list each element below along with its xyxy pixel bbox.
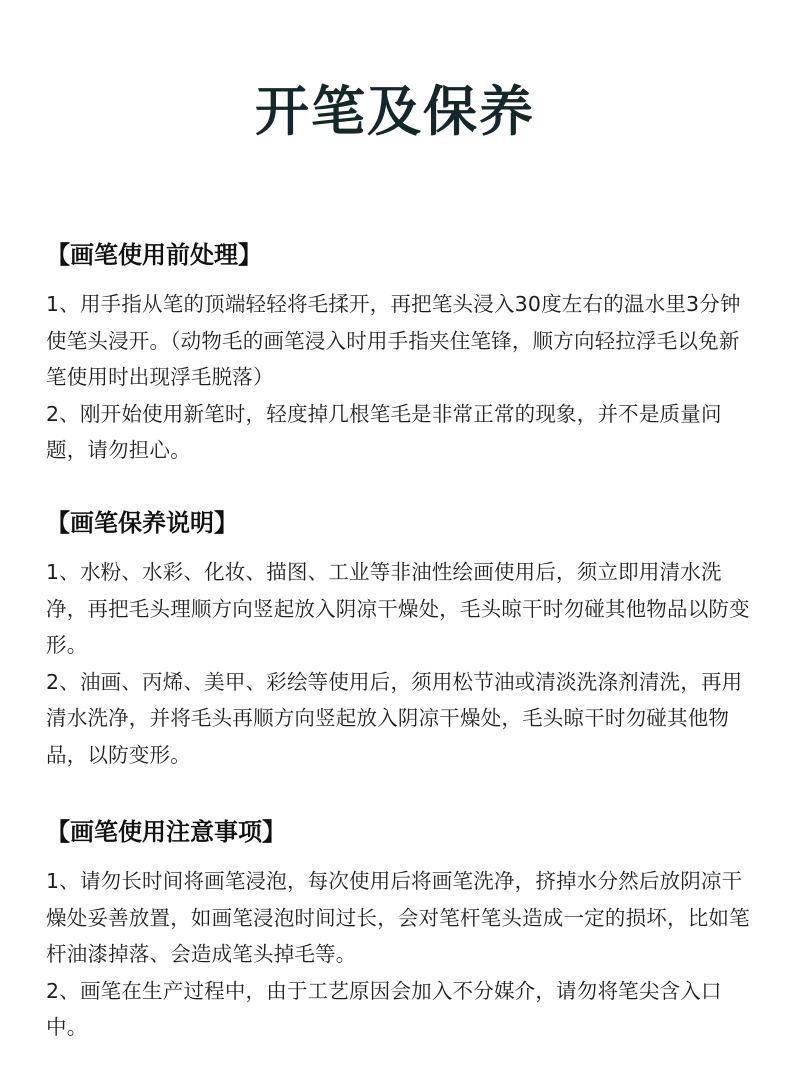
paragraph: 1、请勿长时间将画笔浸泡，每次使用后将画笔洗净，挤掉水分然后放阴凉干燥处妥善放置，如画笔浸泡时间过长，会对笔杆笔头造成一定的损坏，比如笔杆油漆掉落、会造成笔头掉毛等。 <box>46 869 750 966</box>
section-heading: 【画笔保养说明】 <box>46 509 238 537</box>
section-pre-use <box>46 238 752 469</box>
section-heading: 【画笔使用前处理】 <box>46 241 262 269</box>
section-maintenance <box>46 506 752 773</box>
section-precautions <box>46 815 752 1046</box>
paragraph: 1、用手指从笔的顶端轻轻将毛揉开，再把笔头浸入30度左右的温水里3分钟使笔头浸开。（动物毛的画笔浸入时用手指夹住笔锋，顺方向轻拉浮毛以免新笔使用时出现浮毛脱落） <box>46 292 741 389</box>
paragraph: 1、水粉、水彩、化妆、描图、工业等非油性绘画使用后，须立即用清水洗净，再把毛头理顺方向竖起放入阴凉干燥处，毛头晾干时勿碰其他物品以防变形。 <box>46 560 750 657</box>
paragraph: 2、刚开始使用新笔时，轻度掉几根笔毛是非常正常的现象，并不是质量问题，请勿担心。 <box>46 401 722 462</box>
page-title: 开笔及保养 <box>255 80 535 143</box>
paragraph: 2、画笔在生产过程中，由于工艺原因会加入不分媒介，请勿将笔尖含入口中。 <box>46 978 722 1039</box>
paragraph: 2、油画、丙烯、美甲、彩绘等使用后，须用松节油或清淡洗涤剂清洗，再用清水洗净，并将毛头再顺方向竖起放入阴凉干燥处，毛头晾干时勿碰其他物品，以防变形。 <box>46 669 743 767</box>
section-heading: 【画笔使用注意事项】 <box>46 818 286 846</box>
